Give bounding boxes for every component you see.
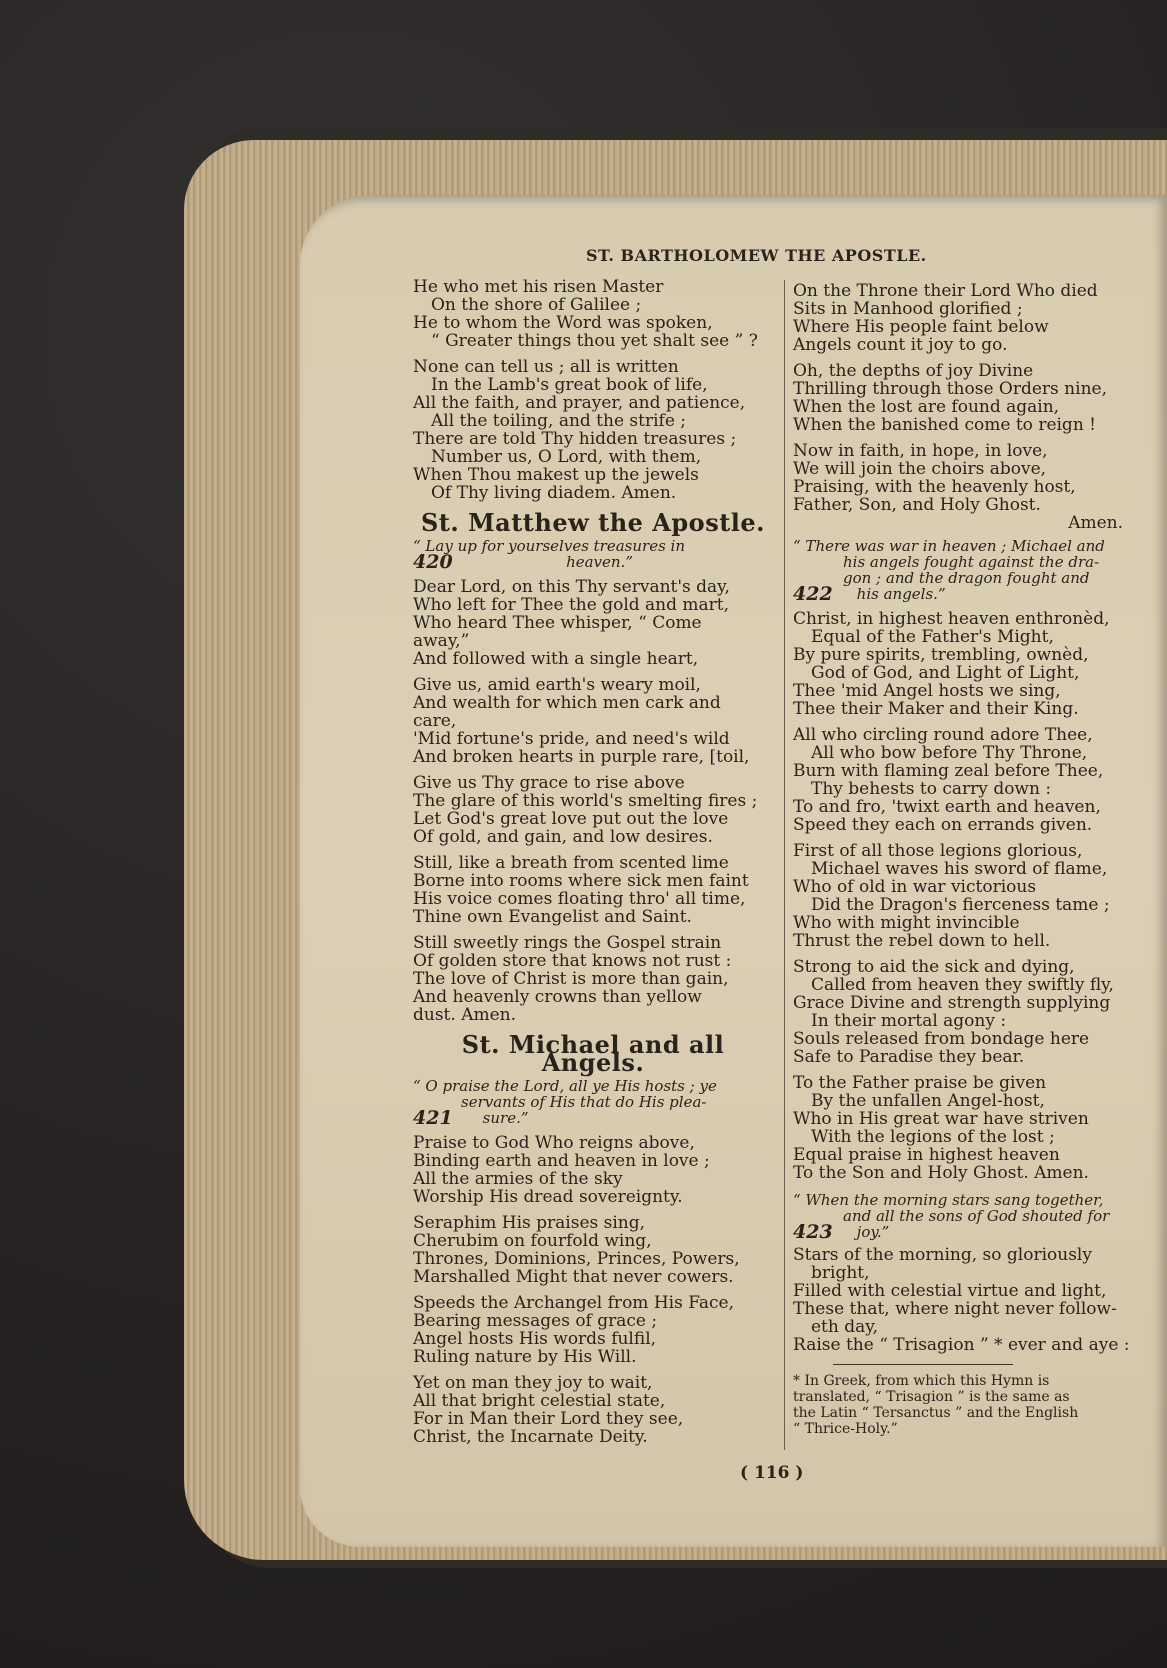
hymn-420-epigraph: “ Lay up for yourselves treasures in 420 heaven.” [413, 537, 686, 573]
verse-line: Who left for Thee the gold and mart, [413, 595, 730, 615]
footnote-line: * In Greek, from which this Hymn is [793, 1373, 1050, 1389]
stanza [413, 578, 773, 668]
verse-line: Did the Dragon's fierceness tame ; [811, 895, 1110, 915]
verse-line: Where His people faint below [793, 317, 1049, 337]
verse-line: Still, like a breath from scented lime [413, 853, 729, 873]
verse-line: Who with might invincible [793, 913, 1020, 933]
verse-line: Safe to Paradise they bear. [793, 1047, 1025, 1067]
hymn-420-number: 420 [413, 551, 453, 573]
verse-line: On the shore of Galilee ; [431, 295, 642, 315]
verse-line: None can tell us ; all is written [413, 357, 679, 377]
verse-line: He who met his risen Master [413, 277, 664, 297]
hymn-421-continued [793, 282, 1143, 514]
verse-line: Strong to aid the sick and dying, [793, 957, 1075, 977]
stanza [793, 282, 1143, 354]
verse-line: For in Man their Lord they see, [413, 1409, 684, 1429]
hymn-421-number: 421 [413, 1107, 453, 1129]
verse-line: Thee their Maker and their King. [793, 699, 1079, 719]
stanza [793, 1074, 1143, 1182]
verse-line: Who heard Thee whisper, “ Come [413, 613, 702, 633]
hymn-421-stanzas [413, 1134, 773, 1446]
verse-line: We will join the choirs above, [793, 459, 1047, 479]
verse-line: Christ, in highest heaven enthronèd, [793, 609, 1110, 629]
verse-line: When Thou makest up the jewels [413, 465, 699, 485]
verse-line: Who in His great war have striven [793, 1109, 1089, 1129]
verse-line: Speeds the Archangel from His Face, [413, 1293, 734, 1313]
verse-line: Worship His dread sovereignty. [413, 1187, 683, 1207]
verse-line: Raise the “ Trisagion ” * ever and aye : [793, 1335, 1130, 1355]
hymn-423-stanzas [793, 1246, 1143, 1354]
verse-line: And heavenly crowns than yellow [413, 987, 702, 1007]
verse-line: All the toiling, and the strife ; [431, 411, 687, 431]
verse-line: When the banished come to reign ! [793, 415, 1097, 435]
stanza [793, 362, 1143, 434]
verse-line: To the Father praise be given [793, 1073, 1047, 1093]
verse-line: Of golden store that knows not rust : [413, 951, 732, 971]
verse-line: All the faith, and prayer, and patience, [413, 393, 746, 413]
verse-line: All that bright celestial state, [413, 1391, 666, 1411]
verse-line: And followed with a single heart, [413, 649, 699, 669]
verse-line: Of gold, and gain, and low desires. [413, 827, 713, 847]
verse-line: By pure spirits, trembling, ownèd, [793, 645, 1089, 665]
verse-line: God of God, and Light of Light, [811, 663, 1080, 683]
left-column [413, 278, 773, 1454]
verse-line: Christ, the Incarnate Deity. [413, 1427, 648, 1447]
stanza [413, 774, 773, 846]
hymn-421-title: St. Michael and all Angels. [461, 1030, 725, 1077]
verse-line: Give us Thy grace to rise above [413, 773, 685, 793]
verse-line: Now in faith, in hope, in love, [793, 441, 1048, 461]
verse-line: Bearing messages of grace ; [413, 1311, 658, 1331]
verse-line: Speed they each on errands given. [793, 815, 1093, 835]
hymn-421-amen: Amen. [1068, 513, 1123, 533]
verse-line: Stars of the morning, so gloriously [793, 1245, 1092, 1265]
verse-line: Cherubim on fourfold wing, [413, 1231, 652, 1251]
verse-line: eth day, [811, 1317, 879, 1337]
footnote-line: translated, “ Trisagion ” is the same as [793, 1389, 1070, 1405]
hymn-420-title: St. Matthew the Apostle. [420, 508, 766, 537]
hymn-422-stanzas [793, 610, 1143, 1182]
footnote-line: the Latin “ Tersanctus ” and the English [793, 1405, 1079, 1421]
verse-line: “ Greater things thou yet shalt see ” ? [431, 331, 758, 351]
verse-line: These that, where night never follow- [793, 1299, 1117, 1319]
verse-line: Marshalled Might that never cowers. [413, 1267, 734, 1287]
page-number: ( 116 ) [740, 1463, 804, 1483]
verse-line: Michael waves his sword of flame, [811, 859, 1108, 879]
stanza [413, 854, 773, 926]
verse-line: Thee 'mid Angel hosts we sing, [793, 681, 1061, 701]
verse-line: To the Son and Holy Ghost. Amen. [793, 1163, 1089, 1183]
verse-line: Called from heaven they swiftly fly, [811, 975, 1114, 995]
verse-line: Angels count it joy to go. [793, 335, 1008, 355]
verse-line: Burn with flaming zeal before Thee, [793, 761, 1104, 781]
verse-line: Who of old in war victorious [793, 877, 1037, 897]
hymn-422-epigraph: “ There was war in heaven ; Michael and his angels fought against the dra- gon ; and the dragon fought and 422 his angels.” [793, 537, 1105, 605]
running-head: ST. BARTHOLOMEW THE APOSTLE. [586, 246, 927, 265]
stanza [413, 934, 773, 1024]
stanza [793, 958, 1143, 1066]
hymn-423-epigraph: “ When the morning stars sang together, and all the sons of God shouted for 423 joy.” [793, 1191, 1110, 1243]
stanza [413, 1294, 773, 1366]
verse-line: When the lost are found again, [793, 397, 1060, 417]
stanza [413, 1374, 773, 1446]
verse-line: Praising, with the heavenly host, [793, 477, 1076, 497]
verse-line: away,” [413, 631, 470, 651]
verse-line: Praise to God Who reigns above, [413, 1133, 695, 1153]
verse-line: And wealth for which men cark and [413, 693, 721, 713]
verse-line: Ruling nature by His Will. [413, 1347, 637, 1367]
verse-line: Angel hosts His words fulfil, [413, 1329, 657, 1349]
verse-line: Thrilling through those Orders nine, [793, 379, 1107, 399]
stanza [793, 842, 1143, 950]
stanza [793, 442, 1143, 514]
verse-line: 'Mid fortune's pride, and need's wild [413, 729, 730, 749]
verse-line: Father, Son, and Holy Ghost. [793, 495, 1041, 515]
verse-line: There are told Thy hidden treasures ; [413, 429, 737, 449]
hymn-421-epigraph: “ O praise the Lord, all ye His hosts ; ye servants of His that do His plea- 421 sure.” [413, 1077, 717, 1129]
verse-line: Equal praise in highest heaven [793, 1145, 1060, 1165]
verse-line: Yet on man they joy to wait, [413, 1373, 653, 1393]
verse-line: In the Lamb's great book of life, [431, 375, 708, 395]
stanza [413, 278, 773, 350]
verse-line: All who bow before Thy Throne, [811, 743, 1088, 763]
verse-line: Oh, the depths of joy Divine [793, 361, 1034, 381]
verse-line: Of Thy living diadem. Amen. [431, 483, 677, 503]
verse-line: bright, [811, 1263, 870, 1283]
hymn-422-number: 422 [793, 583, 833, 605]
footnote-line: “ Thrice-Holy.” [793, 1421, 898, 1437]
verse-line: Filled with celestial virtue and light, [793, 1281, 1107, 1301]
verse-line: In their mortal agony : [811, 1011, 1007, 1031]
verse-line: The glare of this world's smelting fires ; [413, 791, 758, 811]
verse-line: With the legions of the lost ; [811, 1127, 1055, 1147]
stanza [413, 1214, 773, 1286]
verse-line: And broken hearts in purple rare, [toil, [413, 747, 750, 767]
verse-line: Sits in Manhood glorified ; [793, 299, 1023, 319]
stanza [413, 1134, 773, 1206]
verse-line: By the unfallen Angel-host, [811, 1091, 1045, 1111]
verse-line: Borne into rooms where sick men faint [413, 871, 749, 891]
verse-line: All who circling round adore Thee, [793, 725, 1093, 745]
stanza [413, 676, 773, 766]
verse-line: To and fro, 'twixt earth and heaven, [793, 797, 1101, 817]
footnote [793, 1373, 1143, 1437]
verse-line: Seraphim His praises sing, [413, 1213, 646, 1233]
verse-line: care, [413, 711, 457, 731]
verse-line: Souls released from bondage here [793, 1029, 1090, 1049]
verse-line: Give us, amid earth's weary moil, [413, 675, 701, 695]
verse-line: Thine own Evangelist and Saint. [413, 907, 692, 927]
verse-line: The love of Christ is more than gain, [413, 969, 729, 989]
verse-line: Equal of the Father's Might, [811, 627, 1054, 647]
verse-line: Binding earth and heaven in love ; [413, 1151, 710, 1171]
verse-line: Thy behests to carry down : [811, 779, 1052, 799]
footnote-rule [833, 1364, 1013, 1365]
column-divider [784, 280, 785, 1450]
verse-line: dust. Amen. [413, 1005, 517, 1025]
stanza [793, 610, 1143, 718]
verse-line: Thrones, Dominions, Princes, Powers, [413, 1249, 740, 1269]
verse-line: Number us, O Lord, with them, [431, 447, 702, 467]
hymn-end-block [413, 278, 773, 502]
verse-line: On the Throne their Lord Who died [793, 281, 1098, 301]
verse-line: His voice comes floating thro' all time, [413, 889, 746, 909]
stanza [793, 726, 1143, 834]
hymn-423-number: 423 [793, 1221, 833, 1243]
verse-line: He to whom the Word was spoken, [413, 313, 713, 333]
stanza [793, 1246, 1143, 1354]
verse-line: All the armies of the sky [413, 1169, 623, 1189]
verse-line: Still sweetly rings the Gospel strain [413, 933, 722, 953]
verse-line: First of all those legions glorious, [793, 841, 1083, 861]
verse-line: Let God's great love put out the love [413, 809, 729, 829]
stanza [413, 358, 773, 502]
hymn-420-stanzas [413, 578, 773, 1024]
verse-line: Grace Divine and strength supplying [793, 993, 1111, 1013]
verse-line: Thrust the rebel down to hell. [793, 931, 1051, 951]
verse-line: Dear Lord, on this Thy servant's day, [413, 577, 730, 597]
right-column [793, 282, 1143, 1437]
